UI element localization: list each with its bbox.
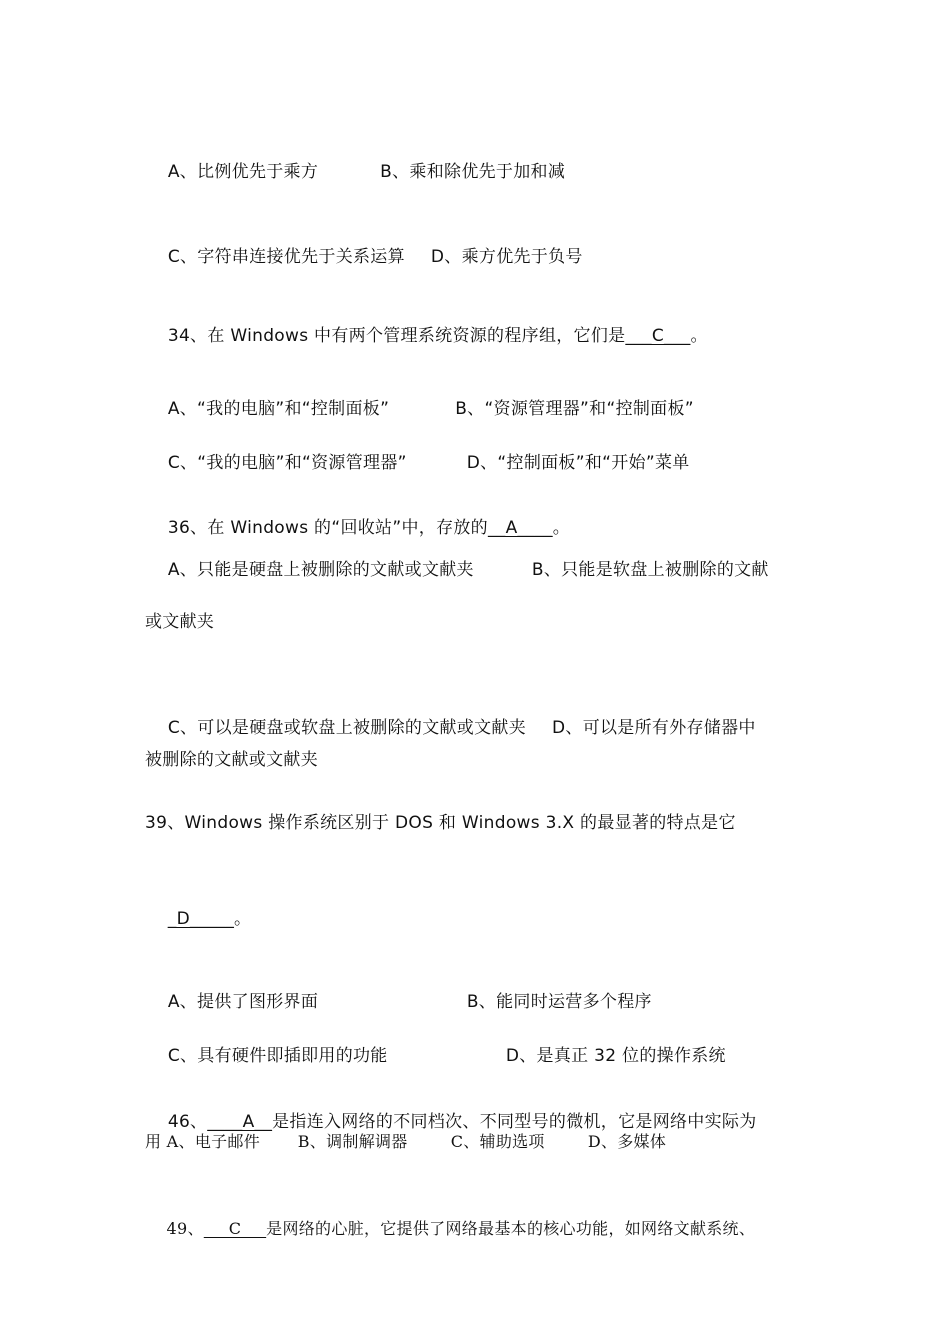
q33-options-row-1 bbox=[145, 139, 565, 205]
q36-options-row-1 bbox=[145, 537, 769, 603]
q46-options: 用 A、电子邮件 B、调制解调器 C、辅助选项 D、多媒体 bbox=[145, 1132, 667, 1151]
q36-option-b: B、只能是软盘上被删除的文献 bbox=[531, 560, 769, 580]
q33-option-d: D、乘方优先于负号 bbox=[430, 247, 583, 267]
q49-stem bbox=[145, 1196, 755, 1262]
q34-stem-suffix: 。 bbox=[690, 326, 708, 346]
q36-option-d-continued: 被删除的文献或文献夹 bbox=[145, 750, 318, 770]
q39-option-b: B、能同时运营多个程序 bbox=[466, 992, 652, 1012]
q39-options-row-2 bbox=[145, 1023, 726, 1089]
q39-option-a: A、提供了图形界面 bbox=[167, 992, 319, 1012]
q49-answer-blank: ___C___ bbox=[203, 1219, 267, 1238]
q33-option-b: B、乘和除优先于加和减 bbox=[380, 162, 566, 182]
q46-stem-prefix: 46、 bbox=[167, 1112, 208, 1132]
q46-stem-suffix: 是指连入网络的不同档次、不同型号的微机，它是网络中实际为 bbox=[272, 1112, 757, 1132]
q33-option-a: A、比例优先于乘方 bbox=[167, 162, 319, 182]
q39-option-c: C、具有硬件即插即用的功能 bbox=[167, 1046, 388, 1066]
q36-stem-suffix: 。 bbox=[552, 518, 571, 538]
q34-answer-blank: ___C___ bbox=[625, 326, 691, 346]
q36-option-c: C、可以是硬盘或软盘上被删除的文献或文献夹 bbox=[167, 718, 526, 738]
q33-option-c: C、字符串连接优先于关系运算 bbox=[167, 247, 405, 267]
q39-stem-suffix: 。 bbox=[234, 909, 252, 929]
q36-option-a: A、只能是硬盘上被删除的文献或文献夹 bbox=[167, 560, 474, 580]
q36-stem-prefix: 36、在 Windows 的“回收站”中，存放的 bbox=[167, 518, 488, 538]
q34-options-row-2 bbox=[145, 430, 690, 496]
q34-option-a: A、“我的电脑”和“控制面板” bbox=[167, 399, 390, 419]
q34-stem bbox=[145, 303, 708, 369]
q36-option-d: D、可以是所有外存储器中 bbox=[552, 718, 756, 738]
q34-option-b: B、“资源管理器”和“控制面板” bbox=[455, 399, 694, 419]
q49-stem-prefix: 49、 bbox=[166, 1219, 204, 1238]
q34-option-c: C、“我的电脑”和“资源管理器” bbox=[167, 453, 407, 473]
q46-answer-blank: ____A__ bbox=[207, 1112, 273, 1132]
q39-option-d: D、是真正 32 位的操作系统 bbox=[505, 1046, 726, 1066]
q39-answer-blank: _D_____ bbox=[167, 909, 235, 929]
q39-answer-line bbox=[145, 886, 251, 952]
q34-stem-prefix: 34、在 Windows 中有两个管理系统资源的程序组，它们是 bbox=[167, 326, 626, 346]
q39-stem: 39、Windows 操作系统区别于 DOS 和 Windows 3.X 的最显著的特点是它 bbox=[145, 813, 736, 833]
q33-options-row-2 bbox=[145, 224, 583, 290]
q36-answer-blank: __A____ bbox=[487, 518, 553, 538]
q34-option-d: D、“控制面板”和“开始”菜单 bbox=[466, 453, 690, 473]
q49-stem-suffix: 是网络的心脏，它提供了网络最基本的核心功能，如网络文献系统、 bbox=[266, 1219, 756, 1238]
q36-option-b-continued: 或文献夹 bbox=[145, 612, 215, 632]
